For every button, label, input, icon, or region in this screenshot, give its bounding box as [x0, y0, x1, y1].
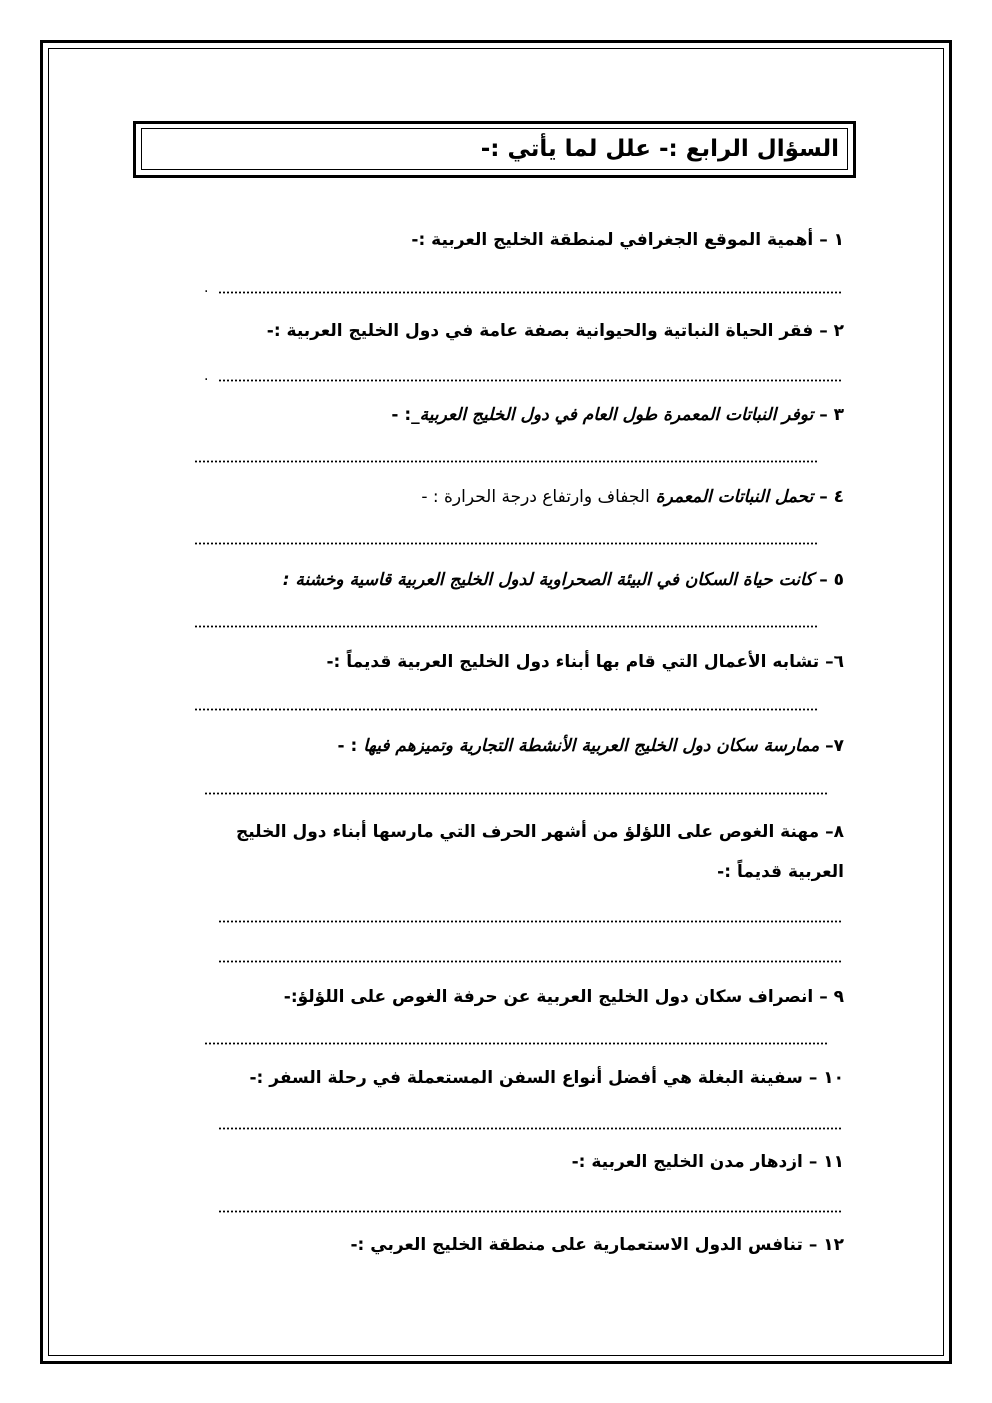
- question-7-suffix: : -: [337, 736, 358, 756]
- question-1: [411, 230, 844, 250]
- question-11: [572, 1152, 844, 1172]
- answer-line-11: [218, 1210, 842, 1213]
- question-10-text: سفينة البغلة هي أفضل أنواع السفن المستعملة في رحلة السفر :-: [249, 1068, 803, 1088]
- question-8: [236, 822, 844, 842]
- question-11-number: ١١ –: [808, 1152, 844, 1172]
- answer-line-1: [218, 291, 842, 294]
- question-12-text: تنافس الدول الاستعمارية على منطقة الخليج العربي :-: [350, 1235, 803, 1255]
- question-9: [284, 987, 844, 1007]
- question-title: السؤال الرابع :- علل لما يأتي :-: [141, 128, 848, 170]
- question-8-line-2: [717, 862, 844, 882]
- question-5-text: كانت حياة السكان في البيئة الصحراوية لدول الخليج العربية قاسية وخشنة :: [282, 570, 814, 590]
- answer-line-6: [194, 708, 818, 711]
- answer-line-4: [194, 542, 818, 545]
- answer-line-7: [204, 792, 828, 795]
- answer-line-10: [218, 1127, 842, 1130]
- question-3-number: ٣ –: [819, 405, 844, 425]
- question-6-number: ٦–: [825, 652, 844, 672]
- answer-line-5: [194, 625, 818, 628]
- question-10-number: ١٠ –: [808, 1068, 844, 1088]
- question-9-text: انصراف سكان دول الخليج العربية عن حرفة الغوص على اللؤلؤ:-: [283, 987, 814, 1007]
- question-3: [391, 405, 844, 425]
- answer-line-3: [194, 460, 818, 463]
- question-11-text: ازدهار مدن الخليج العربية :-: [571, 1152, 803, 1172]
- question-12-number: ١٢ –: [808, 1235, 844, 1255]
- question-7: [338, 736, 845, 756]
- question-7-number: ٧–: [825, 736, 844, 756]
- question-6-text: تشابه الأعمال التي قام بها أبناء دول الخليج العربية قديماً :-: [326, 652, 820, 672]
- question-8-text-continued: العربية قديماً :-: [717, 862, 844, 882]
- question-7-text: ممارسة سكان دول الخليج العربية الأنشطة التجارية وتميزهم فيها: [363, 736, 820, 756]
- answer-line-2-dot: .: [204, 368, 209, 384]
- question-8-text: مهنة الغوص على اللؤلؤ من أشهر الحرف التي مارسها أبناء دول الخليج: [235, 822, 820, 842]
- answer-line-1-dot: .: [204, 280, 209, 296]
- question-3-text: توفر النباتات المعمرة طول العام في دول الخليج العربية: [419, 405, 814, 425]
- answer-line-2: [218, 379, 842, 382]
- question-4: [421, 487, 844, 507]
- question-4-text: تحمل النباتات المعمرة: [655, 487, 814, 507]
- question-2-number: ٢ –: [819, 321, 844, 341]
- question-5: [283, 570, 844, 590]
- question-9-number: ٩ –: [819, 987, 844, 1007]
- question-4-suffix: الجفاف وارتفاع درجة الحرارة : -: [421, 487, 650, 507]
- answer-line-8a: [218, 920, 842, 923]
- answer-line-9: [204, 1042, 828, 1045]
- question-2: [267, 321, 844, 341]
- question-1-text: أهمية الموقع الجغرافي لمنطقة الخليج العربية :-: [411, 230, 814, 250]
- question-10: [249, 1068, 844, 1088]
- question-5-number: ٥ –: [819, 570, 844, 590]
- question-12: [351, 1235, 845, 1255]
- question-2-text: فقر الحياة النباتية والحيوانية بصفة عامة في دول الخليج العربية :-: [266, 321, 814, 341]
- question-3-suffix: _: -: [391, 405, 420, 425]
- question-6: [326, 652, 844, 672]
- answer-line-8b: [218, 960, 842, 963]
- question-8-number: ٨–: [825, 822, 844, 842]
- question-4-number: ٤ –: [819, 487, 844, 507]
- question-1-number: ١ –: [819, 230, 844, 250]
